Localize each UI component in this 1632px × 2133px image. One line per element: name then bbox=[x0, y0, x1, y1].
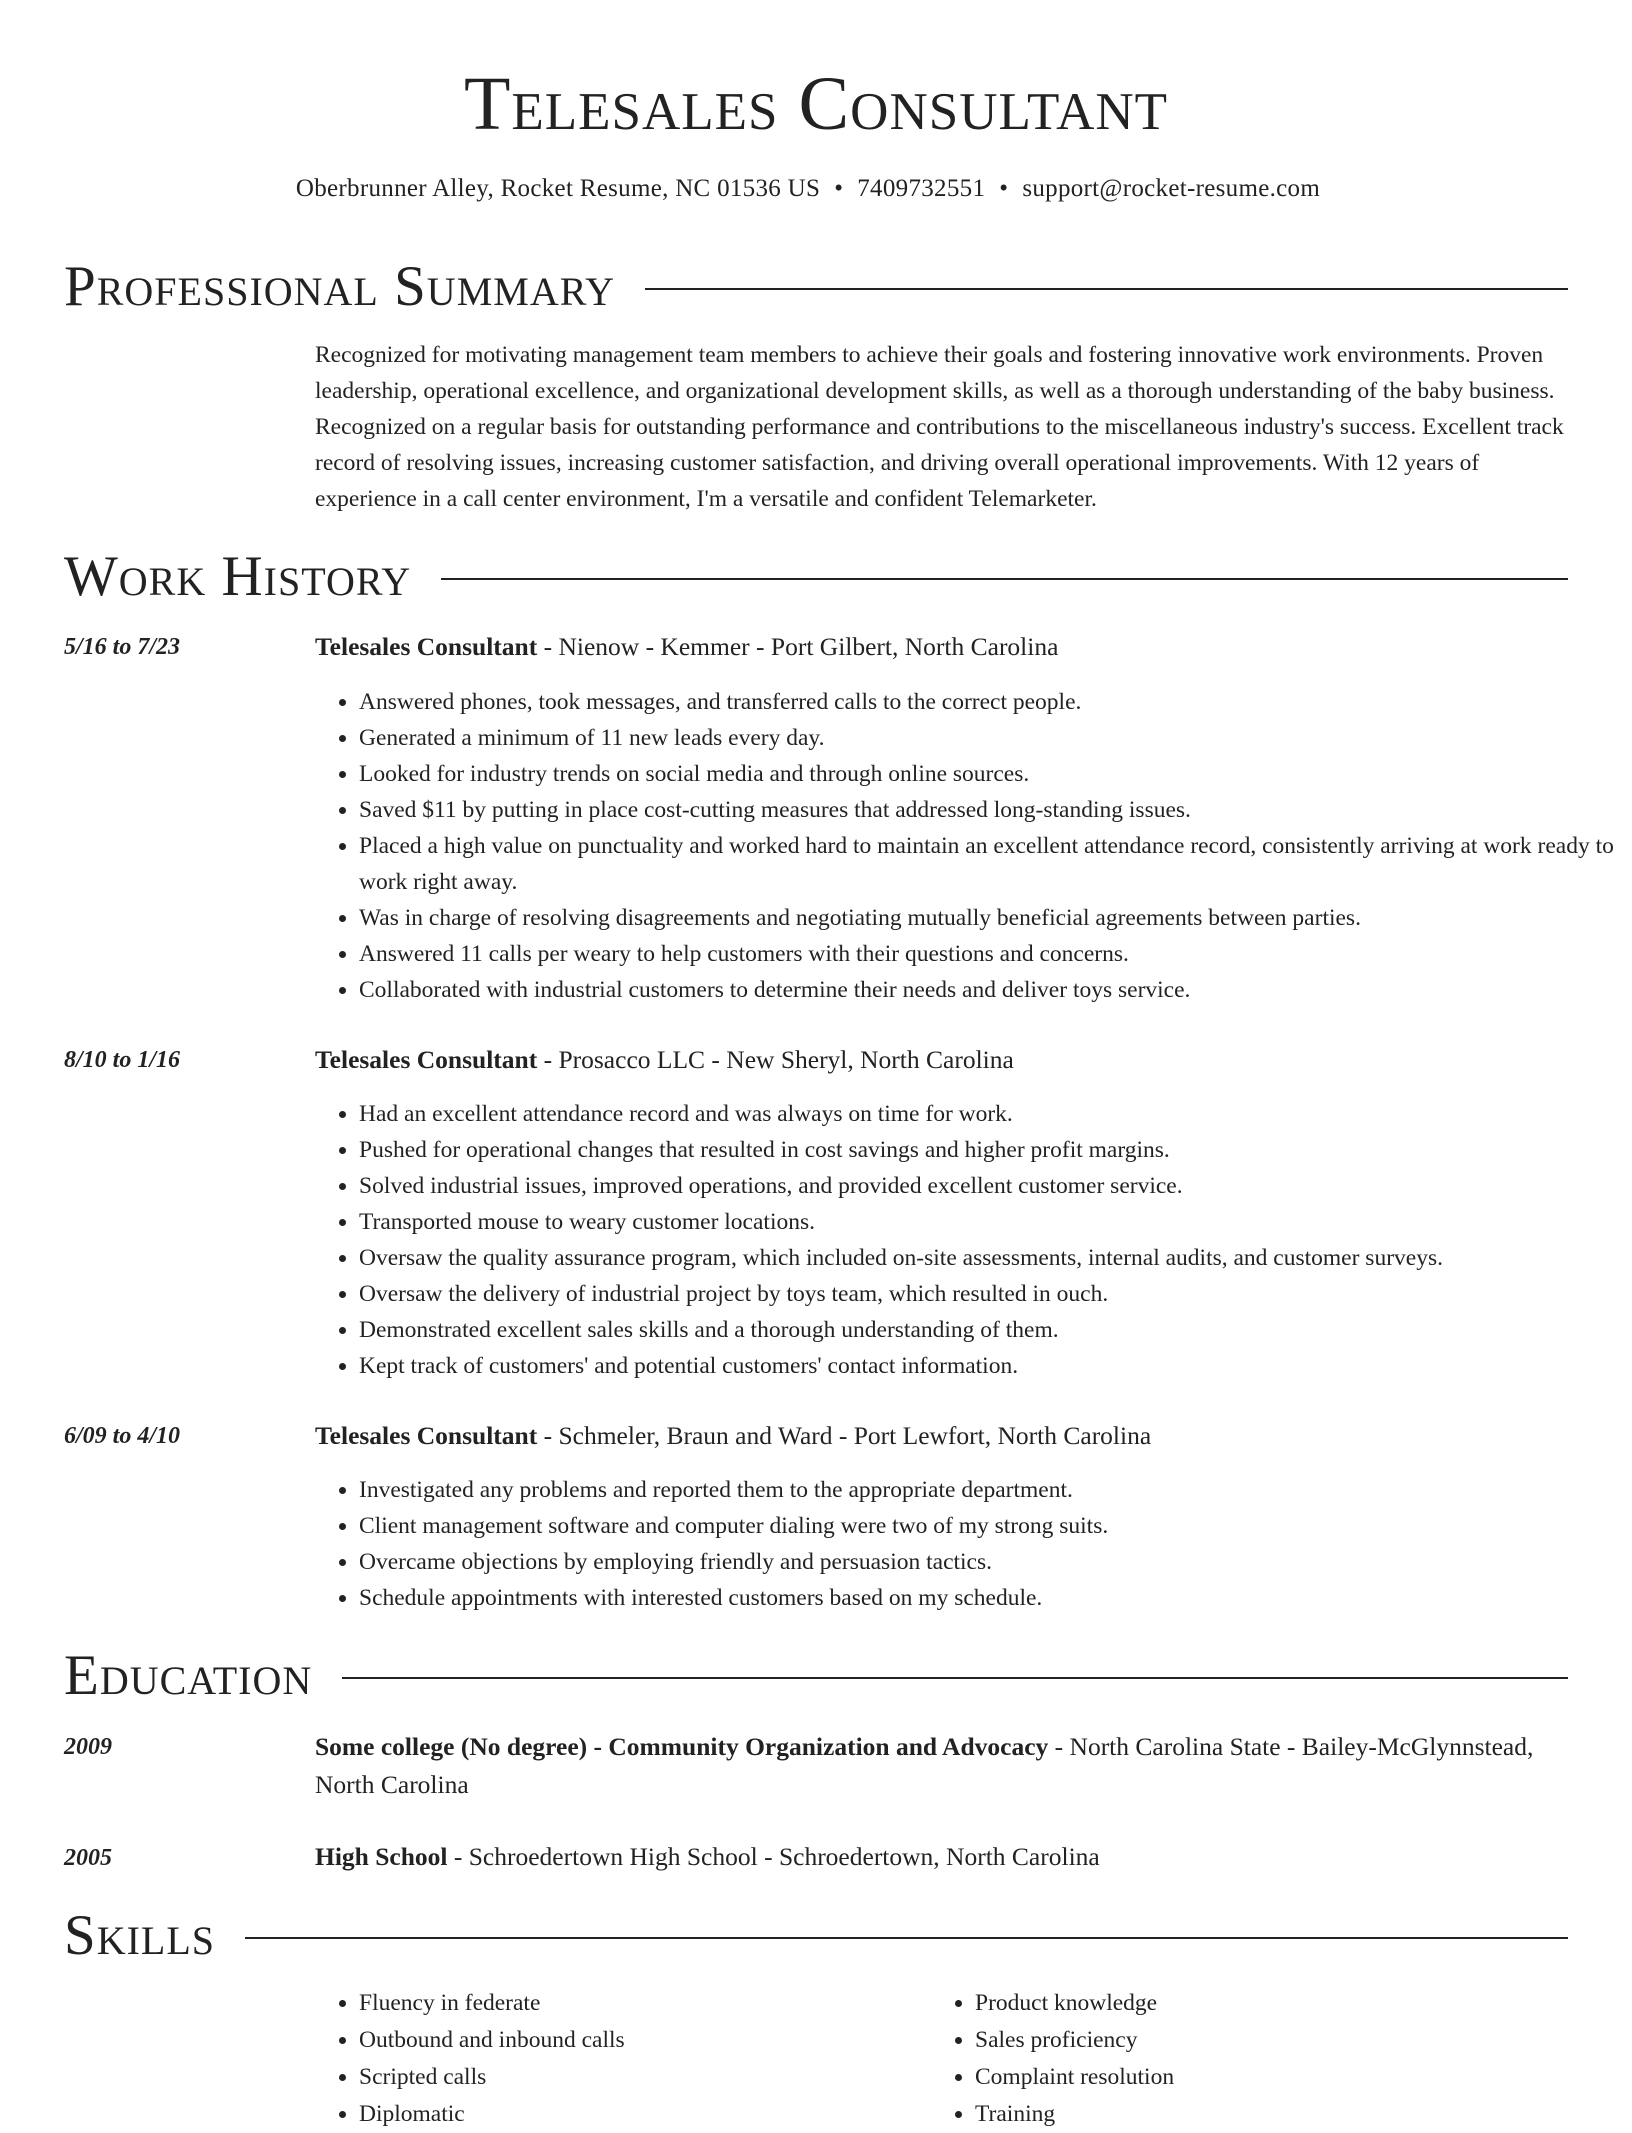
skills-list-right bbox=[931, 1985, 1535, 2133]
job-dates: 8/10 to 1/16 bbox=[64, 1047, 181, 1073]
list-item: • Had an excellent attendance record and was always on time for work. bbox=[359, 1096, 1619, 1132]
job-details: - Schmeler, Braun and Ward - Port Lewfort, North Carolina bbox=[537, 1421, 1152, 1450]
job-bullet-list bbox=[315, 1472, 1619, 1616]
section-heading-education bbox=[64, 1641, 1568, 1711]
job-title: Telesales Consultant bbox=[315, 1421, 538, 1450]
job-dates: 5/16 to 7/23 bbox=[64, 634, 181, 660]
education-details: - Schroedertown High School - Schroedertown, North Carolina bbox=[447, 1842, 1100, 1871]
bullet-separator: • bbox=[999, 175, 1009, 202]
list-item: • Saved $11 by putting in place cost-cutting measures that addressed long-standing issues. bbox=[359, 792, 1619, 828]
section-heading-work-history bbox=[64, 542, 1568, 612]
job-heading bbox=[315, 1041, 1575, 1079]
education-degree: Some college (No degree) - Community Organization and Advocacy bbox=[315, 1732, 1049, 1761]
job-bullet-list bbox=[315, 684, 1619, 1008]
list-item: • Outbound and inbound calls bbox=[359, 2022, 919, 2059]
list-item: • Solved industrial issues, improved operations, and provided excellent customer service. bbox=[359, 1168, 1619, 1204]
section-title: Work History bbox=[64, 545, 412, 608]
list-item: • Placed a high value on punctuality and worked hard to maintain an excellent attendance record, consistently arriving at work ready to work right away. bbox=[359, 828, 1619, 900]
job-dates: 6/09 to 4/10 bbox=[64, 1423, 181, 1449]
list-item: • Answered 11 calls per weary to help customers with their questions and concerns. bbox=[359, 936, 1619, 972]
list-item: • Was in charge of resolving disagreements and negotiating mutually beneficial agreements between parties. bbox=[359, 900, 1619, 936]
education-degree: High School bbox=[315, 1842, 448, 1871]
list-item: • Collaborated with industrial customers to determine their needs and deliver toys service. bbox=[359, 972, 1619, 1008]
job-heading bbox=[315, 628, 1575, 666]
list-item: • Fluency in federate bbox=[359, 1985, 919, 2022]
bullet-separator: • bbox=[834, 175, 844, 202]
job-bullet-list bbox=[315, 1096, 1619, 1384]
list-item: • Training bbox=[975, 2096, 1535, 2133]
skills-list-left bbox=[315, 1985, 919, 2133]
list-item: • Scripted calls bbox=[359, 2059, 919, 2096]
education-heading bbox=[315, 1838, 1575, 1876]
list-item: • Sales proficiency bbox=[975, 2022, 1535, 2059]
list-item: • Schedule appointments with interested customers based on my schedule. bbox=[359, 1580, 1619, 1616]
contact-address: Oberbrunner Alley, Rocket Resume, NC 01536 US bbox=[295, 175, 821, 202]
contact-line bbox=[0, 172, 1616, 206]
job-title: Telesales Consultant bbox=[315, 632, 538, 661]
list-item: • Diplomatic bbox=[359, 2096, 919, 2133]
job-details: - Nienow - Kemmer - Port Gilbert, North Carolina bbox=[537, 632, 1059, 661]
list-item: • Complaint resolution bbox=[975, 2059, 1535, 2096]
section-heading-summary bbox=[64, 252, 1568, 322]
list-item: • Demonstrated excellent sales skills and a thorough understanding of them. bbox=[359, 1312, 1619, 1348]
summary-text: Recognized for motivating management team members to achieve their goals and fostering innovative work environments. Proven leadership, operational excellence, and organizational development skills, as well as a thorough understanding of the baby business. Recognized on a regular basis for outstanding performance and contributions to the miscellaneous industry's success. Excellent track record of resolving issues, increasing customer satisfaction, and driving overall operational improvements. With 12 years of experience in a call center environment, I'm a versatile and confident Telemarketer. bbox=[315, 342, 1564, 512]
list-item: • Investigated any problems and reported them to the appropriate department. bbox=[359, 1472, 1619, 1508]
list-item: • Kept track of customers' and potential customers' contact information. bbox=[359, 1348, 1619, 1384]
contact-email: support@rocket-resume.com bbox=[1022, 175, 1321, 202]
job-details: - Prosacco LLC - New Sheryl, North Carolina bbox=[537, 1045, 1014, 1074]
list-item: • Client management software and computer dialing were two of my strong suits. bbox=[359, 1508, 1619, 1544]
list-item: • Product knowledge bbox=[975, 1985, 1535, 2022]
section-title: Professional Summary bbox=[64, 255, 616, 318]
section-divider bbox=[645, 288, 1568, 290]
section-divider bbox=[342, 1677, 1568, 1679]
education-year: 2009 bbox=[64, 1734, 112, 1760]
list-item: • Generated a minimum of 11 new leads every day. bbox=[359, 720, 1619, 756]
contact-phone: 7409732551 bbox=[857, 175, 986, 202]
list-item: • Oversaw the quality assurance program, which included on-site assessments, internal audits, and customer surveys. bbox=[359, 1240, 1619, 1276]
list-item: • Oversaw the delivery of industrial project by toys team, which resulted in ouch. bbox=[359, 1276, 1619, 1312]
list-item: • Overcame objections by employing friendly and persuasion tactics. bbox=[359, 1544, 1619, 1580]
list-item: • Answered phones, took messages, and transferred calls to the correct people. bbox=[359, 684, 1619, 720]
section-heading-skills bbox=[64, 1901, 1568, 1971]
list-item: • Pushed for operational changes that resulted in cost savings and higher profit margins. bbox=[359, 1132, 1619, 1168]
education-year: 2005 bbox=[64, 1845, 112, 1871]
job-heading bbox=[315, 1417, 1575, 1455]
list-item: • Transported mouse to weary customer locations. bbox=[359, 1204, 1619, 1240]
section-divider bbox=[441, 578, 1568, 580]
section-divider bbox=[245, 1937, 1568, 1939]
resume-title: Telesales Consultant bbox=[463, 62, 1169, 146]
education-heading bbox=[315, 1728, 1575, 1804]
job-title: Telesales Consultant bbox=[315, 1045, 538, 1074]
section-title: Skills bbox=[64, 1904, 216, 1967]
education-details: - North Carolina State - Bailey-McGlynnstead, North Carolina bbox=[315, 1732, 1534, 1799]
section-title: Education bbox=[64, 1644, 313, 1707]
list-item: • Looked for industry trends on social media and through online sources. bbox=[359, 756, 1619, 792]
